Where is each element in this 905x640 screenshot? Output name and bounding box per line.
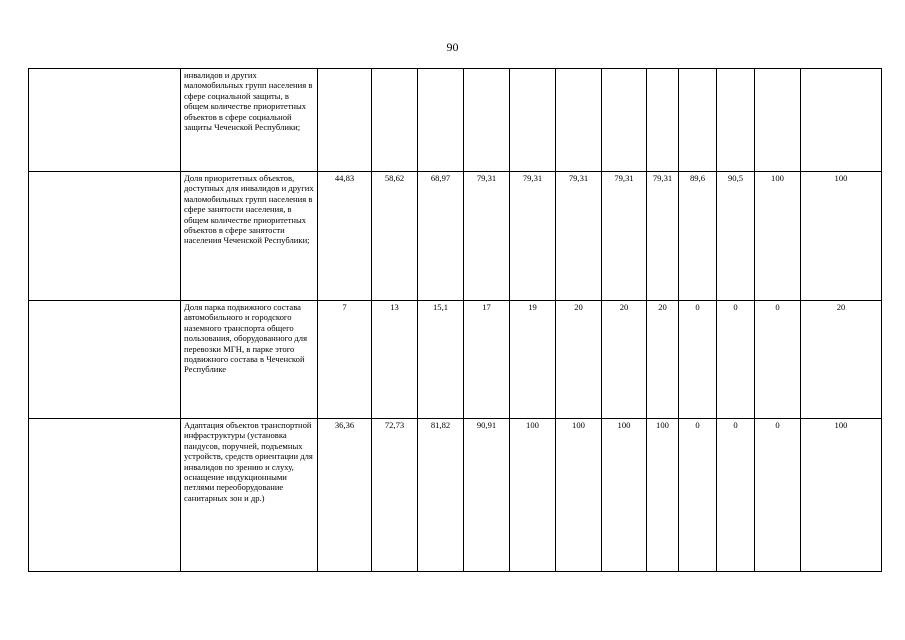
value-cell: 15,1 — [418, 301, 464, 419]
blank-cell — [29, 301, 181, 419]
value-cell: 0 — [679, 301, 717, 419]
value-cell — [318, 69, 372, 172]
value-cell: 68,97 — [418, 172, 464, 301]
value-cell: 79,31 — [647, 172, 679, 301]
value-cell: 100 — [602, 419, 647, 572]
value-cell: 100 — [510, 419, 556, 572]
value-cell — [372, 69, 418, 172]
value-cell — [556, 69, 602, 172]
value-cell — [755, 69, 801, 172]
table-row — [29, 69, 882, 172]
value-cell: 72,73 — [372, 419, 418, 572]
value-cell: 79,31 — [556, 172, 602, 301]
value-cell: 90,91 — [464, 419, 510, 572]
value-cell: 7 — [318, 301, 372, 419]
value-cell: 17 — [464, 301, 510, 419]
value-cell — [801, 69, 882, 172]
table-row — [29, 419, 882, 572]
value-cell: 19 — [510, 301, 556, 419]
value-cell: 79,31 — [510, 172, 556, 301]
value-cell: 79,31 — [602, 172, 647, 301]
value-cell: 20 — [647, 301, 679, 419]
value-cell: 0 — [679, 419, 717, 572]
blank-cell — [29, 69, 181, 172]
indicator-description: Адаптация объектов транспортной инфраструктуры (установка пандусов, поручней, подъемных устройств, средств ориентации для инвалидов по зрению и слуху, оснащение индукционными петлями переоборудование санитарных зон и др.) — [181, 419, 318, 572]
value-cell — [464, 69, 510, 172]
value-cell: 79,31 — [464, 172, 510, 301]
value-cell: 100 — [556, 419, 602, 572]
value-cell — [679, 69, 717, 172]
value-cell — [418, 69, 464, 172]
value-cell: 20 — [556, 301, 602, 419]
indicator-description: Доля приоритетных объектов, доступных для инвалидов и других маломобильных групп населения в сфере занятости населения, в общем количестве приоритетных объектов в сфере занятости населения Чеченской Республики; — [181, 172, 318, 301]
value-cell: 58,62 — [372, 172, 418, 301]
value-cell: 13 — [372, 301, 418, 419]
value-cell — [717, 69, 755, 172]
value-cell — [647, 69, 679, 172]
value-cell: 89,6 — [679, 172, 717, 301]
blank-cell — [29, 419, 181, 572]
value-cell: 36,36 — [318, 419, 372, 572]
indicator-description: Доля парка подвижного состава автомобильного и городского наземного транспорта общего пользования, оборудованного для перевозки МГН, в парке этого подвижного состава в Чеченской Республике — [181, 301, 318, 419]
value-cell: 0 — [717, 419, 755, 572]
value-cell — [510, 69, 556, 172]
value-cell: 100 — [647, 419, 679, 572]
value-cell: 100 — [755, 172, 801, 301]
value-cell — [602, 69, 647, 172]
value-cell: 90,5 — [717, 172, 755, 301]
table-row — [29, 301, 882, 419]
value-cell: 0 — [717, 301, 755, 419]
value-cell: 20 — [602, 301, 647, 419]
indicator-table — [28, 68, 882, 572]
value-cell: 0 — [755, 419, 801, 572]
blank-cell — [29, 172, 181, 301]
value-cell: 0 — [755, 301, 801, 419]
value-cell: 100 — [801, 172, 882, 301]
indicator-description: инвалидов и других маломобильных групп населения в сфере социальной защиты, в общем количестве приоритетных объектов в сфере социальной защиты Чеченской Республики; — [181, 69, 318, 172]
value-cell: 20 — [801, 301, 882, 419]
value-cell: 81,82 — [418, 419, 464, 572]
value-cell: 100 — [801, 419, 882, 572]
table-row — [29, 172, 882, 301]
value-cell: 44,83 — [318, 172, 372, 301]
page-number: 90 — [446, 40, 459, 54]
